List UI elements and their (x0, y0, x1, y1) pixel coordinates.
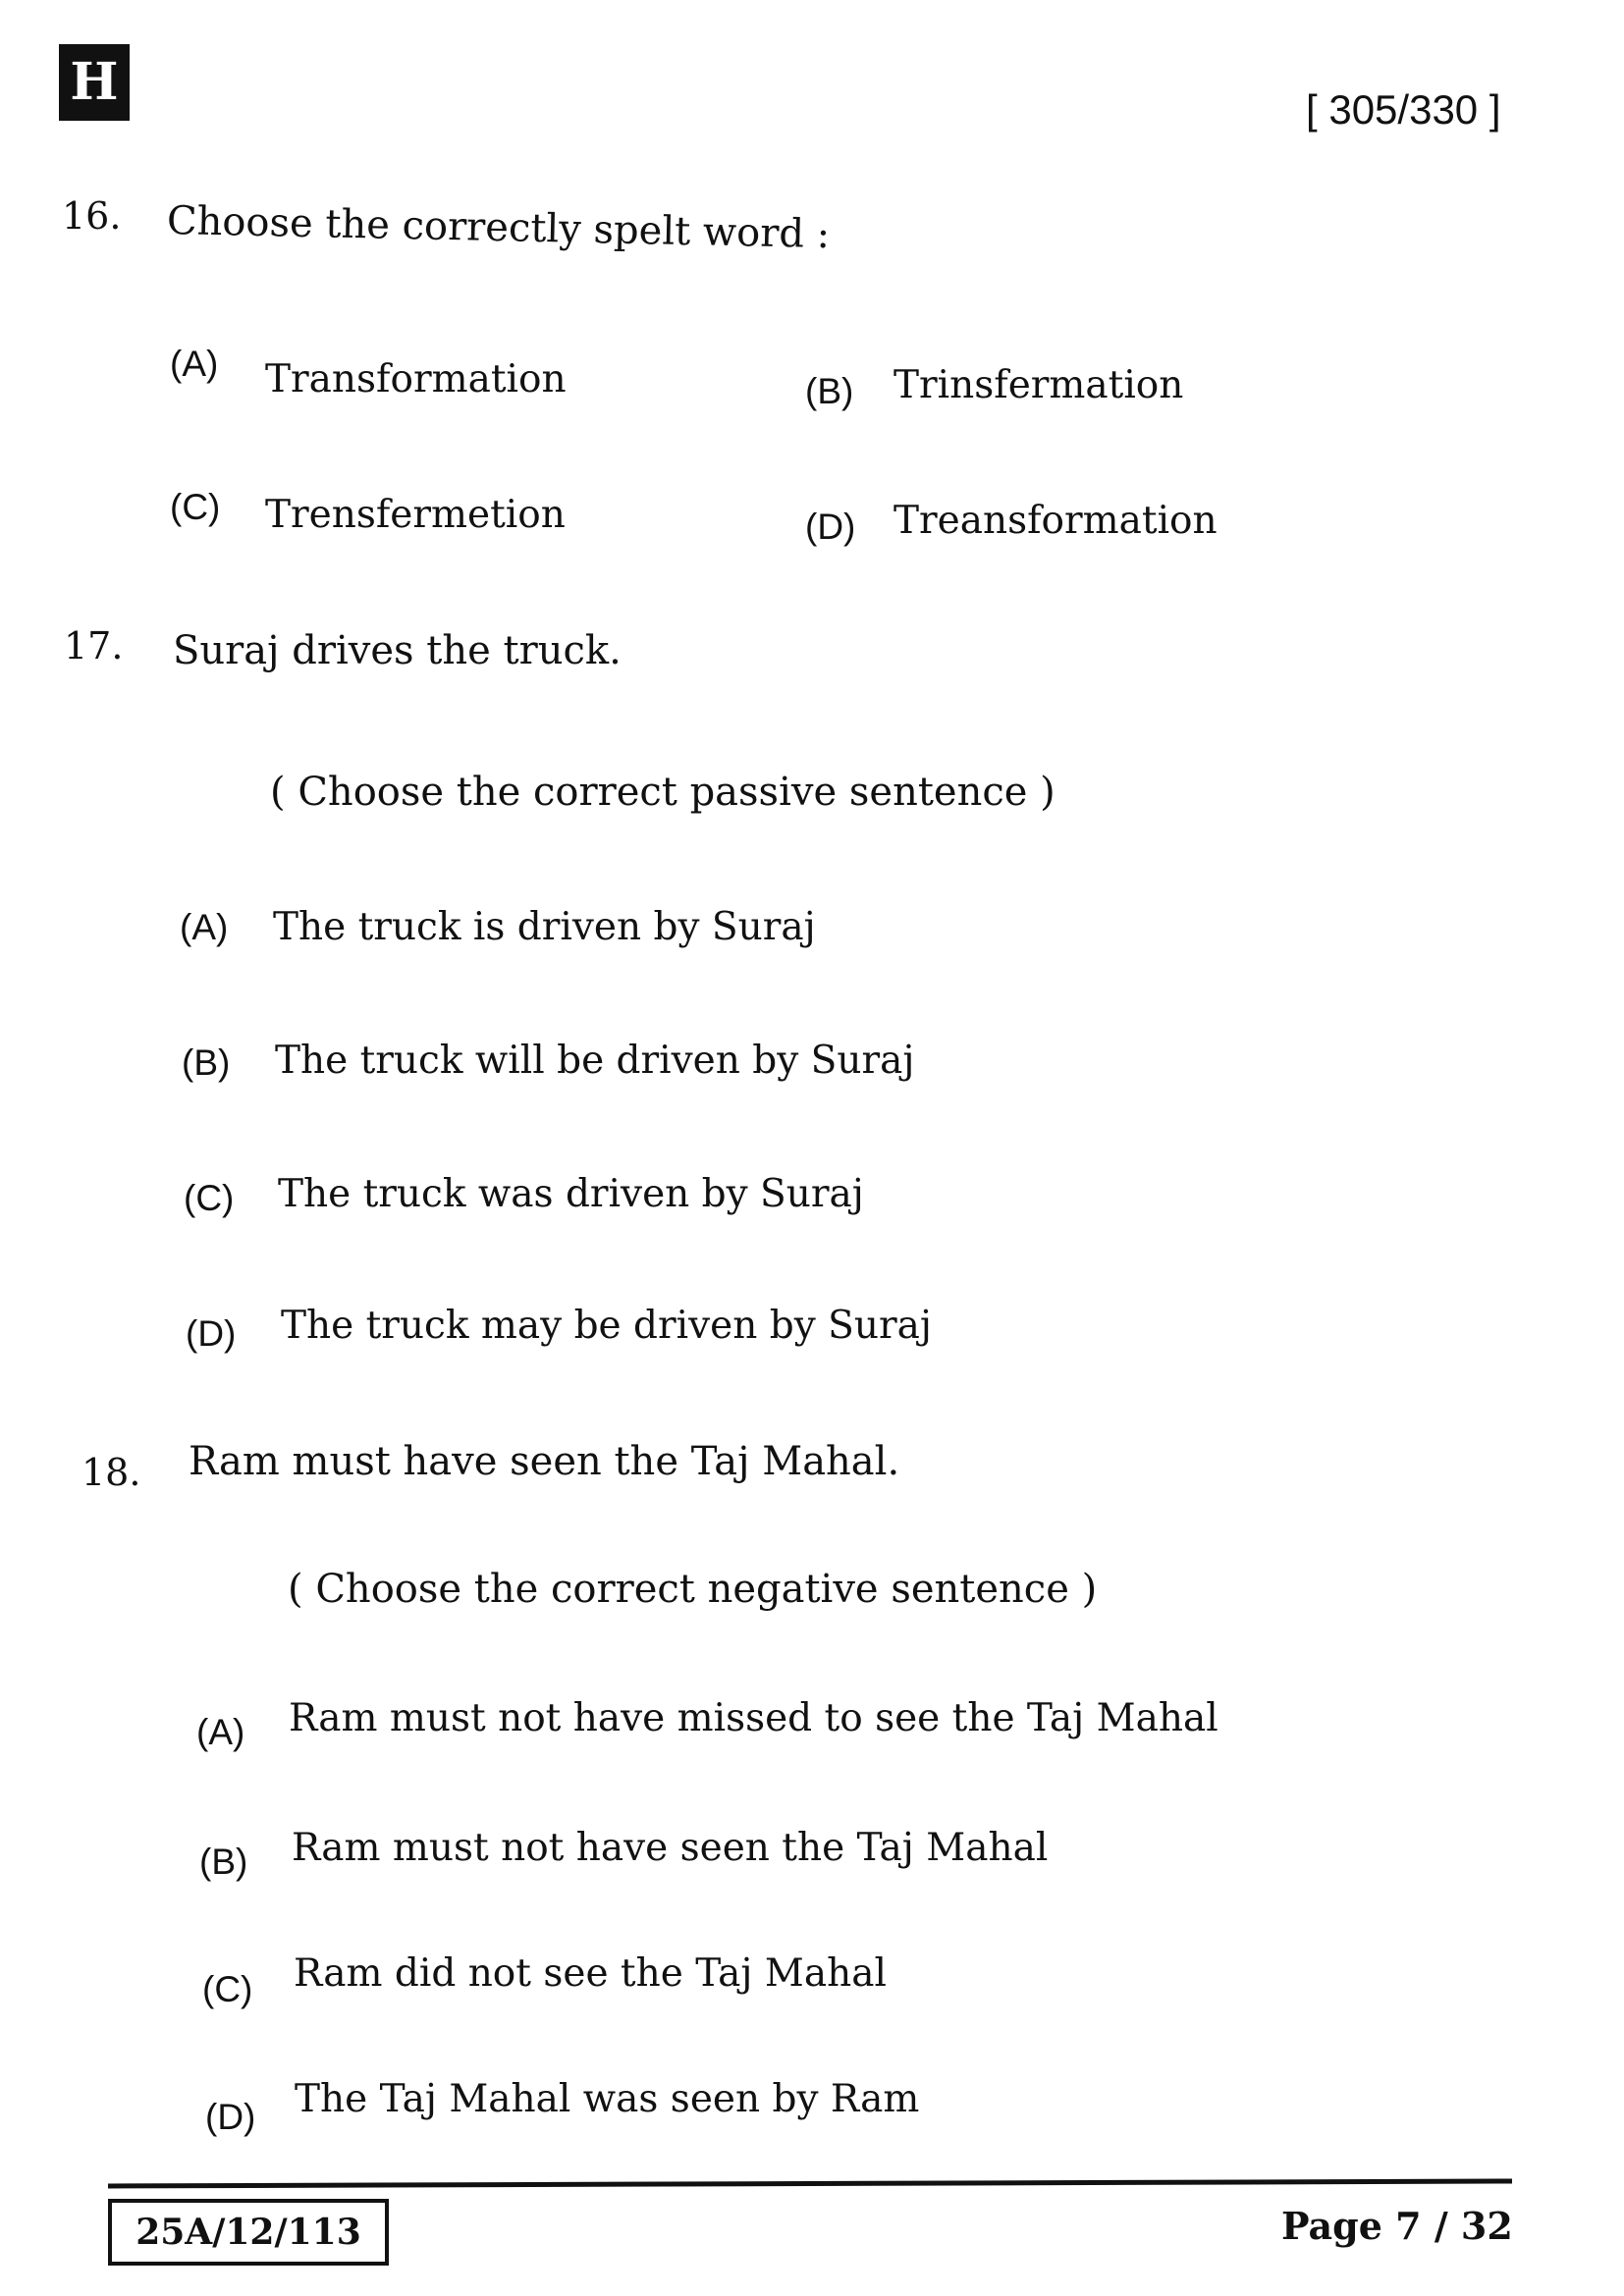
option-label: (A) (170, 344, 219, 384)
option-label: (A) (180, 907, 229, 947)
question-instruction: ( Choose the correct negative sentence ) (288, 1567, 1098, 1612)
option-text: Transformation (265, 357, 567, 401)
question-text: Ram must have seen the Taj Mahal. (189, 1439, 900, 1484)
question-instruction: ( Choose the correct passive sentence ) (270, 770, 1056, 815)
option-text: The truck will be driven by Suraj (275, 1039, 915, 1083)
option-label: (C) (184, 1178, 235, 1218)
option-text: Trinsfermation (893, 363, 1184, 407)
option-text: The truck was driven by Suraj (278, 1172, 864, 1216)
question-number: 16. (62, 194, 122, 238)
option-text: Ram must not have missed to see the Taj Mahal (289, 1696, 1218, 1740)
booklet-code: 25A/12/113 (108, 2199, 389, 2266)
question-text: Choose the correctly spelt word : (166, 198, 831, 258)
option-label: (D) (205, 2097, 256, 2137)
option-text: Ram did not see the Taj Mahal (294, 1951, 887, 1996)
option-text: Ram must not have seen the Taj Mahal (292, 1826, 1049, 1870)
set-letter-badge: H (59, 44, 130, 121)
page-number: Page 7 / 32 (1281, 2204, 1513, 2248)
paper-code: [ 305/330 ] (1306, 86, 1501, 133)
option-label: (B) (182, 1042, 231, 1083)
question-number: 17. (64, 624, 124, 667)
option-text: The truck is driven by Suraj (273, 905, 816, 949)
option-label: (A) (196, 1712, 245, 1752)
option-label: (B) (805, 371, 854, 411)
option-label: (D) (805, 507, 856, 547)
option-text: The truck may be driven by Suraj (281, 1304, 932, 1348)
option-label: (D) (186, 1313, 237, 1354)
question-number: 18. (81, 1451, 141, 1494)
footer-rule (108, 2179, 1512, 2189)
option-label: (C) (202, 1969, 253, 2009)
option-text: Treansformation (893, 499, 1218, 543)
option-label: (B) (199, 1842, 248, 1882)
option-text: The Taj Mahal was seen by Ram (295, 2077, 920, 2121)
option-text: Trensfermetion (265, 493, 566, 537)
question-text: Suraj drives the truck. (173, 628, 622, 673)
option-label: (C) (170, 487, 221, 527)
